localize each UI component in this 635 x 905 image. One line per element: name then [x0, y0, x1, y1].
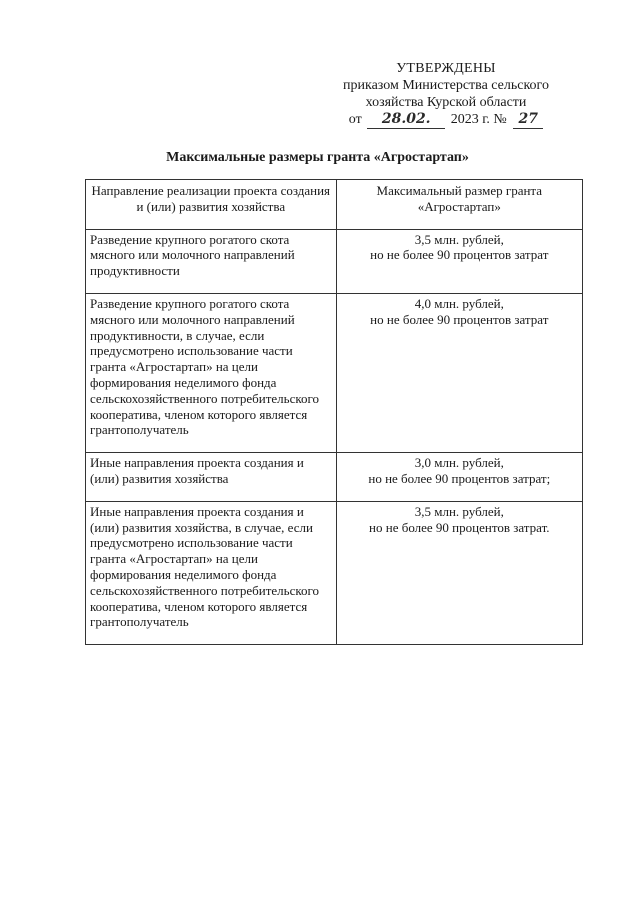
table-row	[86, 293, 583, 452]
row-amount: 3,0 млн. рублей,	[414, 455, 504, 471]
approval-date-line	[290, 111, 602, 129]
document-title: Максимальные размеры гранта «Агростартап»	[166, 150, 469, 165]
table-header-row	[86, 180, 583, 230]
grants-table	[85, 179, 583, 645]
handwritten-date: 28.02.	[367, 111, 445, 129]
row-amount-note: но не более 90 процентов затрат;	[368, 470, 551, 486]
row-direction: Иные направления проекта создания и (или) развития хозяйства, в случае, если предусмотрено использование части гранта «Агростартап» на цели формирования неделимого фонда сельскохозяйственного потребительского кооператива, членом которого является грантополучатель	[86, 501, 337, 644]
table-row	[86, 229, 583, 293]
row-amount: 3,5 млн. рублей,	[414, 503, 504, 519]
row-amount-cell	[336, 501, 582, 644]
row-direction: Разведение крупного рогатого скота мясного или молочного направлений продуктивности	[86, 229, 337, 293]
table-row	[86, 501, 583, 644]
header-direction: Направление реализации проекта создания и (или) развития хозяйства	[86, 180, 337, 230]
table-row	[86, 453, 583, 502]
approval-line-ministry: приказом Министерства сельского	[343, 78, 549, 93]
handwritten-number: 27	[513, 111, 543, 129]
row-amount-cell	[336, 453, 582, 502]
row-amount-note: но не более 90 процентов затрат	[370, 247, 549, 263]
row-amount-cell	[336, 229, 582, 293]
row-amount-note: но не более 90 процентов затрат.	[369, 519, 550, 535]
approval-block	[290, 60, 602, 129]
row-amount-cell	[336, 293, 582, 452]
date-prefix: от	[348, 112, 362, 127]
approval-line-region: хозяйства Курской области	[365, 95, 527, 110]
row-amount: 4,0 млн. рублей,	[414, 295, 504, 311]
row-direction: Иные направления проекта создания и (или) развития хозяйства	[86, 453, 337, 502]
year-and-number-label: 2023 г. №	[450, 112, 507, 127]
header-max-amount: Максимальный размер гранта «Агростартап»	[336, 180, 582, 230]
row-amount-note: но не более 90 процентов затрат	[370, 311, 549, 327]
row-direction: Разведение крупного рогатого скота мясного или молочного направлений продуктивности, в случае, если предусмотрено использование части гранта «Агростартап» на цели формирования неделимого фонда сельскохозяйственного потребительского кооператива, членом которого является грантополучатель	[86, 293, 337, 452]
approval-title: УТВЕРЖДЕНЫ	[396, 61, 496, 76]
row-amount: 3,5 млн. рублей,	[414, 231, 504, 247]
